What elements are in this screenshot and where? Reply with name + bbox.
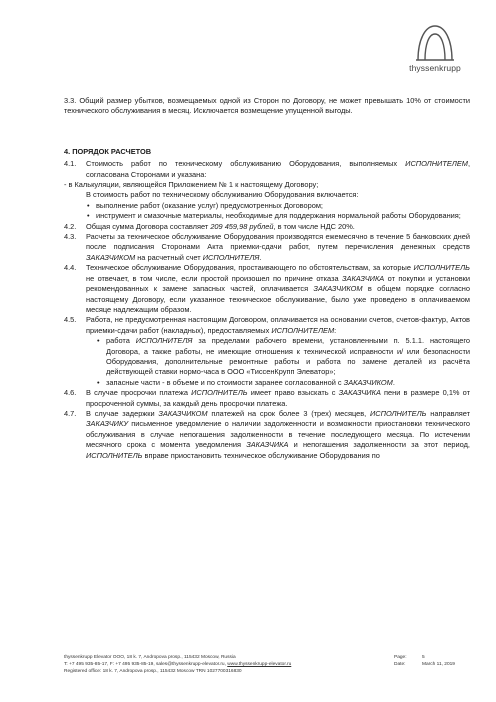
list-item: • выполнение работ (оказание услуг) предусмотренных Договором; <box>64 201 470 211</box>
clause-4-4: 4.4. Техническое обслуживание Оборудования, простаивающего по обстоятельствам, за которые ИСПОЛНИТЕЛЬ не отвечает, в том числе, если простой произошел по причине отказа ЗАКАЗЧИКА от покупки и установки рекомендованных к замене запасных частей, оплачивается ЗАКАЗЧИКОМ в общем порядке согласно настоящему Договору, если указанное техническое обслуживание, было уже проведено в оплачиваемом месяце надлежащим образом. <box>64 263 470 314</box>
company-logo <box>398 22 472 73</box>
contract-total: 209 459,98 рублей <box>210 221 274 231</box>
footer-contacts: T: +7 495 935-85-17, F: +7 495 935-85-19, sales@thyssenkrupp-elevator.ru, www.thyssenkrupp-elevator.ru <box>64 662 292 667</box>
clause-4-3: 4.3. Расчеты за техническое обслуживание Оборудования производятся ежемесячно в течение 5 банковских дней после подписания Сторонами Акта приемки-сдачи работ, путем перечисления денежных средств ЗАКАЗЧИКОМ на расчетный счет ИСПОЛНИТЕЛЯ. <box>64 232 470 262</box>
list-item: • инструмент и смазочные материалы, необходимые для поддержания нормальной работы Оборудования; <box>64 211 470 221</box>
footer-page-meta <box>394 654 484 668</box>
list-item: • запасные части - в объеме и по стоимости заранее согласованной с ЗАКАЗЧИКОМ. <box>64 378 470 388</box>
document-body <box>64 96 470 461</box>
clause-number: 4.1. <box>64 159 77 169</box>
thyssenkrupp-arc-icon <box>412 22 458 62</box>
page-number: 5 <box>422 655 425 660</box>
clause-4-1-line: - в Калькуляции, являющейся Приложением № 1 к настоящему Договору; <box>64 180 319 190</box>
footer-address: thyssenkrupp Elevator OOO, 18 k. 7, Andropova prosp., 115432 Moscow, Russia <box>64 655 236 660</box>
clause-number: 4.6. <box>64 388 77 398</box>
clause-4-1-includes: В стоимость работ по техническому обслуживанию Оборудования включается: <box>86 190 359 200</box>
clause-4-2: 4.2. Общая сумма Договора составляет 209 459,98 рублей, в том числе НДС 20%. <box>64 221 355 231</box>
logo-wordmark: thyssenkrupp <box>409 63 461 73</box>
date-value: March 11, 2019 <box>422 662 455 667</box>
clause-4-7: 4.7. В случае задержки ЗАКАЗЧИКОМ платежей на срок более 3 (трех) месяцев, ИСПОЛНИТЕЛЬ направляет ЗАКАЗЧИКУ письменное уведомление о наличии задолженности и возможности приостановки технического обслуживания в случае непогашения задолженности в течение последующего месяца. По истечении месячного срока с момента уведомления ЗАКАЗЧИКА и непогашения задолженности за этот период, ИСПОЛНИТЕЛЬ вправе приостановить техническое обслуживание Оборудования по <box>64 408 471 460</box>
clause-number: 4.3. <box>64 232 77 242</box>
clause-number: 4.2. <box>64 221 77 231</box>
date-label: Date: <box>394 662 406 667</box>
clause-4-5: 4.5. Работа, не предусмотренная настоящим Договором, оплачивается на основании счетов, счетов-фактур, Актов приемки-сдачи работ (накладных), предоставляемых ИСПОЛНИТЕЛЕМ: <box>64 315 470 335</box>
section-4-title: 4. ПОРЯДОК РАСЧЕТОВ <box>64 146 152 156</box>
clause-3-3: 3.3. Общий размер убытков, возмещаемых одной из Сторон по Договору, не может превышать 10% от стоимости технического обслуживания в месяц. Исключается возмещение упущенной выгоды. <box>64 96 470 116</box>
clause-4-1: 4.1. Стоимость работ по техническому обслуживанию Оборудования, выполняемых ИСПОЛНИТЕЛЕМ, согласована Сторонами и указана: <box>64 159 470 179</box>
list-item: • работа ИСПОЛНИТЕЛЯ за пределами рабочего времени, установленными п. 5.1.1. настоящего Договора, а также работы, не имеющие отношения к технической исправности и/ или безопасности Оборудования, дополнительные ремонтные работы и работа по замене деталей из расчёта действующей ставки нормо-часа в ООО «ТиссенКрупп Элеватор»; <box>64 336 470 378</box>
clause-number: 4.5. <box>64 315 77 325</box>
clause-number: 4.7. <box>64 408 77 418</box>
clause-4-6: 4.6. В случае просрочки платежа ИСПОЛНИТЕЛЬ имеет право взыскать с ЗАКАЗЧИКА пени в размере 0,1% от просроченной суммы, за каждый день просрочки платежа. <box>64 388 470 408</box>
footer-website-link[interactable]: www.thyssenkrupp-elevator.ru <box>227 662 292 667</box>
footer-company-info <box>64 654 364 675</box>
footer-registered-office: Registered office: 18 k. 7, Andropova prosp., 115432 Moscow TRN 1027700316830 <box>64 669 242 674</box>
clause-number: 4.4. <box>64 263 77 273</box>
page-label: Page: <box>394 655 407 660</box>
